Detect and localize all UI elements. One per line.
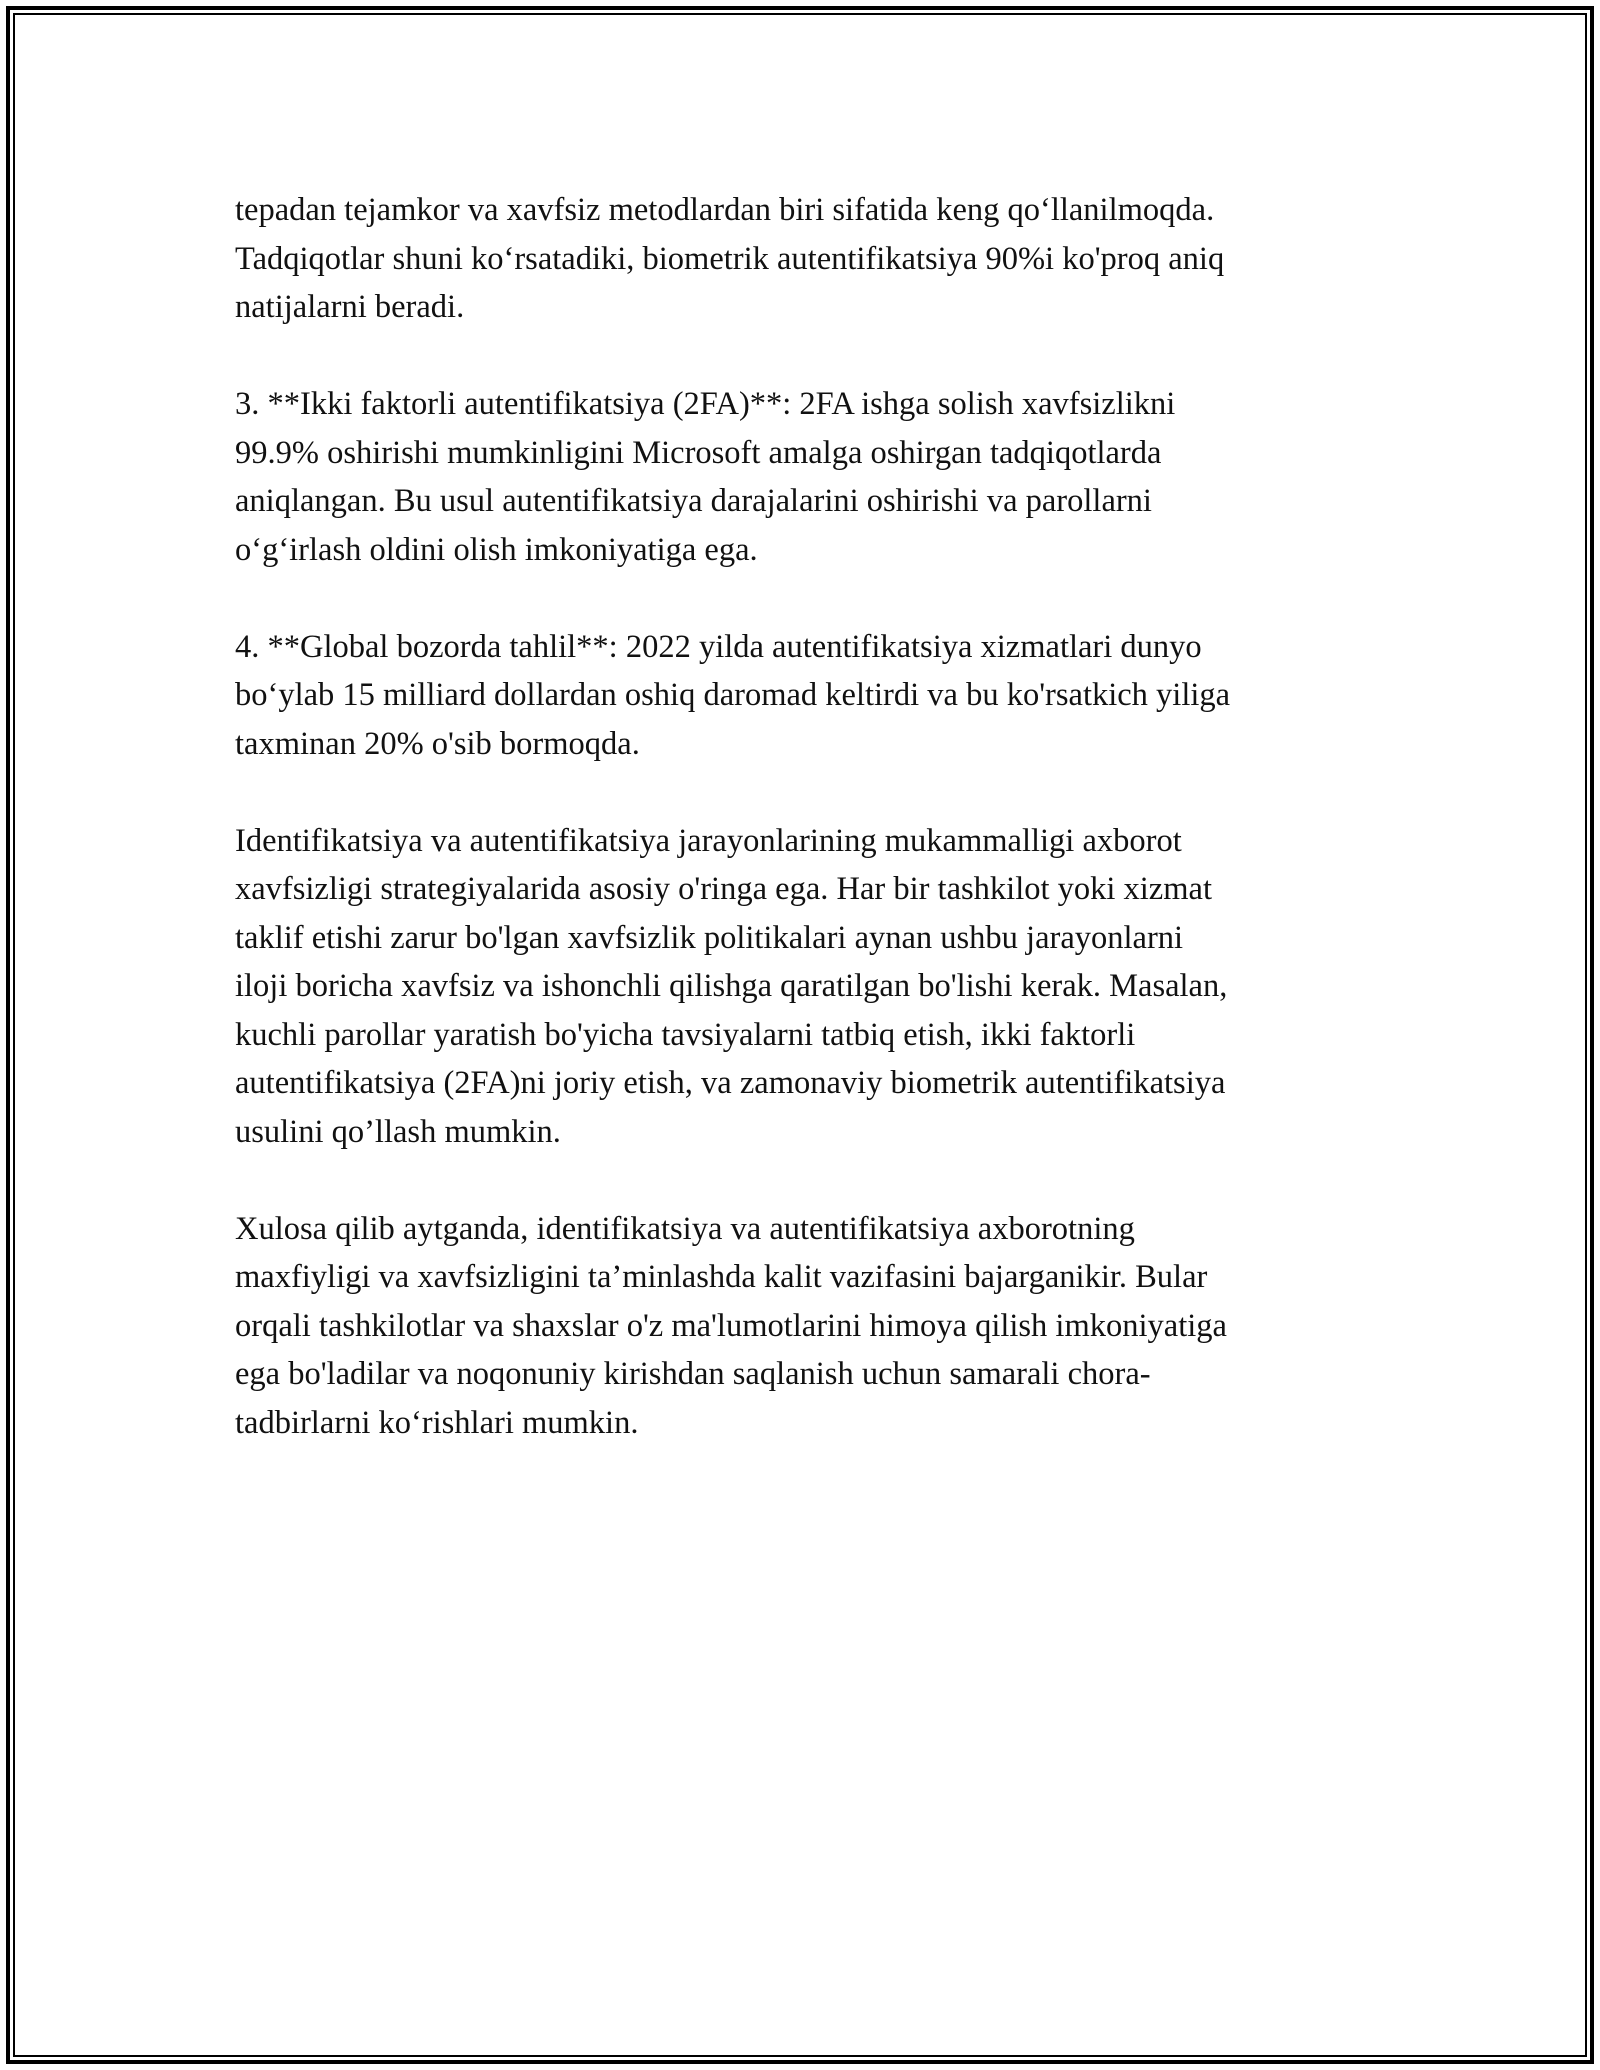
text-line: iloji boricha xavfsiz va ishonchli qilishga qaratilgan bo'lishi kerak. Masalan, (235, 968, 1228, 1004)
text-line: Identifikatsiya va autentifikatsiya jarayonlarining mukammalligi axborot (235, 822, 1182, 859)
text-line: maxfiyligi va xavfsizligini ta’minlashda kalit vazifasini bajarganikir. Bular (235, 1259, 1208, 1295)
text-line: natijalarni beradi. (235, 289, 465, 325)
text-line: xavfsizligi strategiyalarida asosiy o'ringa ega. Har bir tashkilot yoki xizmat (235, 871, 1212, 907)
text-line: bo‘ylab 15 milliard dollardan oshiq daromad keltirdi va bu ko'rsatkich yiliga (235, 677, 1231, 713)
text-line: Tadqiqotlar shuni ko‘rsatadiki, biometrik autentifikatsiya 90%i ko'proq aniq (235, 240, 1225, 277)
paragraph-global-market (235, 623, 1365, 769)
text-line: tadbirlarni ko‘rishlari mumkin. (235, 1404, 639, 1441)
paragraph-2fa (235, 380, 1365, 574)
paragraph-identification-strategy (235, 817, 1365, 1157)
text-line: 4. **Global bozorda tahlil**: 2022 yilda autentifikatsiya xizmatlari dunyo (235, 628, 1202, 665)
text-line: 3. **Ikki faktorli autentifikatsiya (2FA)**: 2FA ishga solish xavfsizlikni (235, 386, 1176, 422)
text-line: autentifikatsiya (2FA)ni joriy etish, va zamonaviy biometrik autentifikatsiya (235, 1065, 1226, 1101)
text-line: kuchli parollar yaratish bo'yicha tavsiyalarni tatbiq etish, ikki faktorli (235, 1016, 1136, 1053)
text-line: ega bo'ladilar va noqonuniy kirishdan saqlanish uchun samarali chora- (235, 1356, 1151, 1392)
text-line: Xulosa qilib aytganda, identifikatsiya va autentifikatsiya axborotning (235, 1210, 1135, 1247)
paragraph-biometric-conclusion (235, 186, 1365, 332)
text-line: usulini qo’llash mumkin. (235, 1113, 561, 1150)
paragraph-conclusion (235, 1205, 1365, 1448)
text-line: aniqlangan. Bu usul autentifikatsiya darajalarini oshirishi va parollarni (235, 483, 1152, 519)
text-line: taxminan 20% o'sib bormoqda. (235, 725, 640, 762)
text-line: tepadan tejamkor va xavfsiz metodlardan biri sifatida keng qo‘llanilmoqda. (235, 192, 1215, 228)
document-body (235, 186, 1365, 1496)
text-line: 99.9% oshirishi mumkinligini Microsoft amalga oshirgan tadqiqotlarda (235, 434, 1162, 471)
text-line: o‘g‘irlash oldini olish imkoniyatiga ega. (235, 531, 758, 568)
text-line: taklif etishi zarur bo'lgan xavfsizlik politikalari aynan ushbu jarayonlarni (235, 919, 1184, 956)
text-line: orqali tashkilotlar va shaxslar o'z ma'lumotlarini himoya qilish imkoniyatiga (235, 1307, 1227, 1344)
